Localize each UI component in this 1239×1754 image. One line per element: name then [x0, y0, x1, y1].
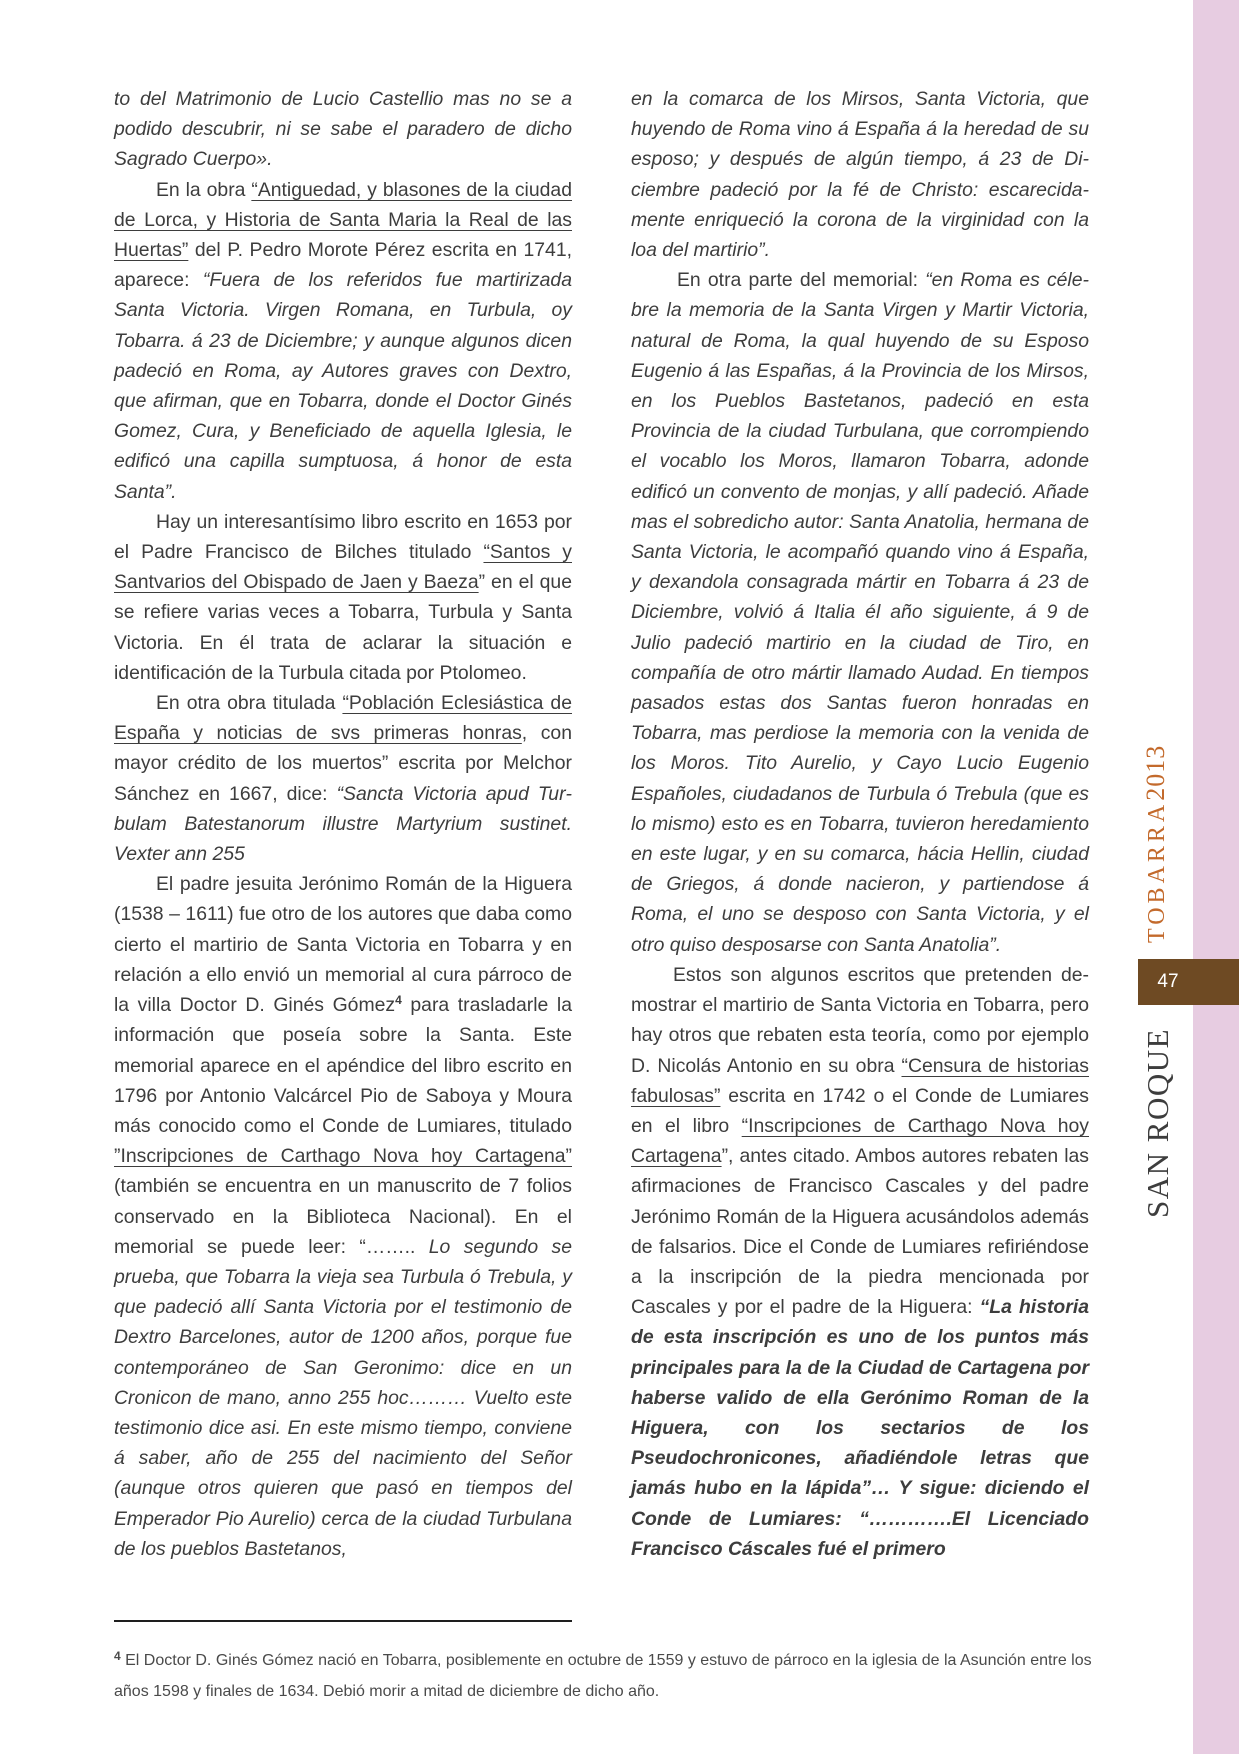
- footnote-number: 4: [114, 1649, 121, 1663]
- book-title-poblacion: “Población Eclesiástica de España y noticias de svs primeras honras: [114, 692, 572, 745]
- book-title-censura: “Censura de historias fabulosas”: [631, 1054, 1089, 1107]
- section-title: SAN ROQUE: [1140, 1027, 1175, 1218]
- paragraph-poblacion: En otra obra titulada “Población Eclesiástica de España y noticias de svs primeras honras, con mayor crédito de los muertos” escrita por Melchor Sánchez en 1667, dice: “Sancta Victoria apud Turbulam Batestanorum illustre Martyrium sustinet. Vexter ann 255: [114, 692, 573, 866]
- book-title-lorca: “Antiguedad, y blasones de la ciudad de Lorca, y Historia de Santa Maria la Real de las Huertas”: [114, 178, 572, 262]
- publication-brand: TOBARRA2013: [1141, 744, 1170, 943]
- footnote: [114, 1645, 1094, 1707]
- footnote-reference: 4: [395, 993, 402, 1008]
- book-title-inscripciones: ”Inscripciones de Carthago Nova hoy Cartagena”: [114, 1145, 572, 1168]
- left-column: [114, 84, 572, 1564]
- right-column: [631, 84, 1089, 1564]
- paragraph-higuera: El padre jesuita Jerónimo Román de la Higuera (1538 – 1611) fue otro de los autores que daba como cierto el martirio de Santa Victoria en Tobarra y en relación a ello envió un memorial al cura párroco de la villa Doctor D. Ginés Gómez$^4$ para trasladarle la información que poseía sobre la Santa. Este memorial aparece en el apéndice del libro escrito en 1796 por Antonio Valcárcel Pio de Saboya y Moura más conocido como el Conde de Lumiares, titulado ”Inscripciones de Carthago Nova hoy Cartagena” (también se encuentra en un manuscrito de 7 folios conservado en la Biblioteca Nacional). En el memorial se puede leer: “…….. Lo segundo se prueba, que Tobarra la vieja sea Turbula ó Trebula, y que padeció allí Santa Victoria por el testimonio de Dextro Barcelones, autor de 1200 años, porque fue contemporáneo de San Geronimo: dice en un Cronicon de mano, anno 255 hoc……… Vuelto este testimonio dice asi. En este mismo tiempo, conviene á saber, año de 255 del nacimiento del Señor (aunque otros quieren que pasó en tiempos del Emperador Pio Aurelio) cerca de la ciudad Turbulana de los pueblos Bastetanos,: [114, 873, 572, 1560]
- sidebar-strip: [1193, 0, 1239, 1754]
- paragraph-memorial-continuation: en la comarca de los Mirsos, Santa Victoria, que huyendo de Roma vino á España á la heredad de su esposo; y después de algún tiempo, á 23 de Diciembre padeció por la fé de Christo: escarecidamente enriqueció la corona de la virginidad con la loa del martirio”.: [631, 88, 1089, 262]
- paragraph-rebuttal: Estos son algunos escritos que pretenden demostrar el martirio de Santa Victoria en Tobarra, pero hay otros que rebaten esta teoría, como por ejemplo D. Nicolás Antonio en su obra “Censura de historias fabulosas” escrita en 1742 o el Conde de Lumiares en el libro “Inscripciones de Carthago Nova hoy Cartagena”, antes citado. Ambos autores rebaten las afirmaciones de Francisco Cascales y del padre Jerónimo Román de la Higuera acusándolos además de falsarios. Dice el Conde de Lumiares refiriéndose a la inscripción de la piedra mencionada por Cascales y por el padre de la Higuera: “La historia de esta inscripción es uno de los puntos más principales para la de la Ciudad de Cartagena por haberse valido de ella Gerónimo Roman de la Higuera, con los sectarios de los Pseudochronicones, añadiéndole letras que jamás hubo en la lápida”… Y sigue: diciendo el Conde de Lumiares: “………….El Licenciado Francisco Cáscales fué el primero: [631, 963, 1089, 1560]
- book-title-inscripciones-2: “Inscripciones de Carthago Nova hoy Cartagena: [631, 1114, 1089, 1168]
- page-number: 47: [1157, 971, 1179, 992]
- paragraph-lorca: En la obra “Antiguedad, y blasones de la ciudad de Lorca, y Historia de Santa Maria la Real de las Huertas” del P. Pedro Morote Pérez escrita en 1741, aparece: “Fuera de los referidos fue martirizada Santa Victoria. Virgen Romana, en Turbula, oy Tobarra. á 23 de Diciembre; y aunque algunos dicen padeció en Roma, ay Autores graves con Dextro, que afirman, que en Tobarra, donde el Doctor Ginés Gomez, Cura, y Beneficiado de aquella Iglesia, le edificó una capilla sumptuosa, á honor de esta Santa”.: [114, 178, 572, 503]
- footnote-rule: [114, 1620, 572, 1622]
- page-number-box: [1138, 959, 1239, 1005]
- paragraph-continuation: to del Matrimonio de Lucio Castellio mas no se a podido descubrir, ni se sabe el paradero de dicho Sagrado Cuerpo».: [114, 88, 572, 171]
- quote-morote: “Fuera de los referidos fue martirizada Santa Victoria. Virgen Romana, en Turbula, oy Tobarra. á 23 de Diciembre; y aunque algunos dicen padeció en Roma, ay Autores graves con Dextro, que afirman, que en Tobarra, donde el Doctor Ginés Gomez, Cura, y Beneficiado de aquella Iglesia, le edificó una capilla sumptuosa, á honor de esta Santa”.: [114, 269, 572, 503]
- footnote-text: El Doctor D. Ginés Gómez nació en Tobarra, posiblemente en octubre de 1559 y estuvo de párroco en la iglesia de la Asunción entre los años 1598 y finales de 1634. Debió morir a mitad de diciembre de dicho año.: [114, 1652, 1092, 1700]
- quote-memorial: Lo segundo se prueba, que Tobarra la vieja sea Turbula ó Trebula, y que padeció allí Santa Victoria por el testimonio de Dextro Barcelones, autor de 1200 años, porque fue contemporáneo de San Geronimo: dice en un Cronicon de mano, anno 255 hoc……… Vuelto este testimonio dice asi. En este mismo tiempo, conviene á saber, año de 255 del nacimiento del Señor (aunque otros quieren que pasó en tiempos del Emperador Pio Aurelio) cerca de la ciudad Turbulana de los pueblos Bastetanos,: [114, 1235, 572, 1560]
- quote-lumiares: “La historia de esta inscripción es uno de los puntos más principales para la de la Ciudad de Cartagena por haberse valido de ella Gerónimo Roman de la Higuera, con los sectarios de los Pseudochronicones, añadiéndole letras que jamás hubo en la lápida”… Y sigue: diciendo el Conde de Lumiares: “………….El Licenciado Francisco Cáscales fué el primero: [631, 1296, 1089, 1560]
- book-title-santos: “Santos y Santvarios del Obispado de Jaen y Baeza: [114, 541, 572, 594]
- paragraph-bilches: Hay un interesantísimo libro escrito en 1653 por el Padre Francisco de Bilches titulado “Santos y Santvarios del Obispado de Jaen y Baeza” en el que se refiere varias veces a Tobarra, Turbula y Santa Victoria. En él trata de aclarar la situación e identificación de la Turbula citada por Ptolomeo.: [114, 510, 572, 684]
- paragraph-memorial-roma: En otra parte del memorial: “en Roma es célebre la memoria de la Santa Virgen y Martir Victoria, natural de Roma, la qual huyendo de su Esposo Eugenio á las Españas, á la Provincia de los Mirsos, en los Pueblos Bastetanos, padeció en esta Provincia de la ciudad Turbulana, que corrompiendo el vocablo los Moros, llamaron Tobarra, adonde edificó un convento de monjas, y allí padeció. Añade mas el sobredicho autor: Santa Anatolia, hermana de Santa Victoria, le acompañó quando vino á España, y dexandola consagrada mártir en Tobarra á 23 de Diciembre, volvió á Italia él año siguiente, á 9 de Julio padeció martirio en la ciudad de Tiro, en compañía de otro mártir llamado Audad. En tiempos pasados estas dos Santas fueron honradas en Tobarra, mas perdiose la memoria con la venida de los Moros. Tito Aurelio, y Cayo Lucio Eugenio Españoles, ciudadanos de Turbula ó Trebula (que es lo mismo) esto es en Tobarra, tuvieron heredamiento en este lugar, y en su comarca, hácia Hellin, ciudad de Griegos, á donde nacieron, y partiendose á Roma, el uno se desposo con Santa Victoria, y el otro quiso desposarse con Santa Anatolia”.: [631, 269, 1089, 956]
- quote-sanchez: “Sancta Victoria apud Turbulam Batestanorum illustre Martyrium sustinet. Vexter ann 255: [114, 782, 573, 866]
- quote-memorial-roma: “en Roma es célebre la memoria de la Santa Virgen y Martir Victoria, natural de Roma, la qual huyendo de su Esposo Eugenio á las Españas, á la Provincia de los Mirsos, en los Pueblos Bastetanos, padeció en esta Provincia de la ciudad Turbulana, que corrompiendo el vocablo los Moros, llamaron Tobarra, adonde edificó un convento de monjas, y allí padeció. Añade mas el sobredicho autor: Santa Anatolia, hermana de Santa Victoria, le acompañó quando vino á España, y dexandola consagrada mártir en Tobarra á 23 de Diciembre, volvió á Italia él año siguiente, á 9 de Julio padeció martirio en la ciudad de Tiro, en compañía de otro mártir llamado Audad. En tiempos pasados estas dos Santas fueron honradas en Tobarra, mas perdiose la memoria con la venida de los Moros. Tito Aurelio, y Cayo Lucio Eugenio Españoles, ciudadanos de Turbula ó Trebula (que es lo mismo) esto es en Tobarra, tuvieron heredamiento en este lugar, y en su comarca, hácia Hellin, ciudad de Griegos, á donde nacieron, y partiendose á Roma, el uno se desposo con Santa Victoria, y el otro quiso desposarse con Santa Anatolia”.: [631, 269, 1089, 956]
